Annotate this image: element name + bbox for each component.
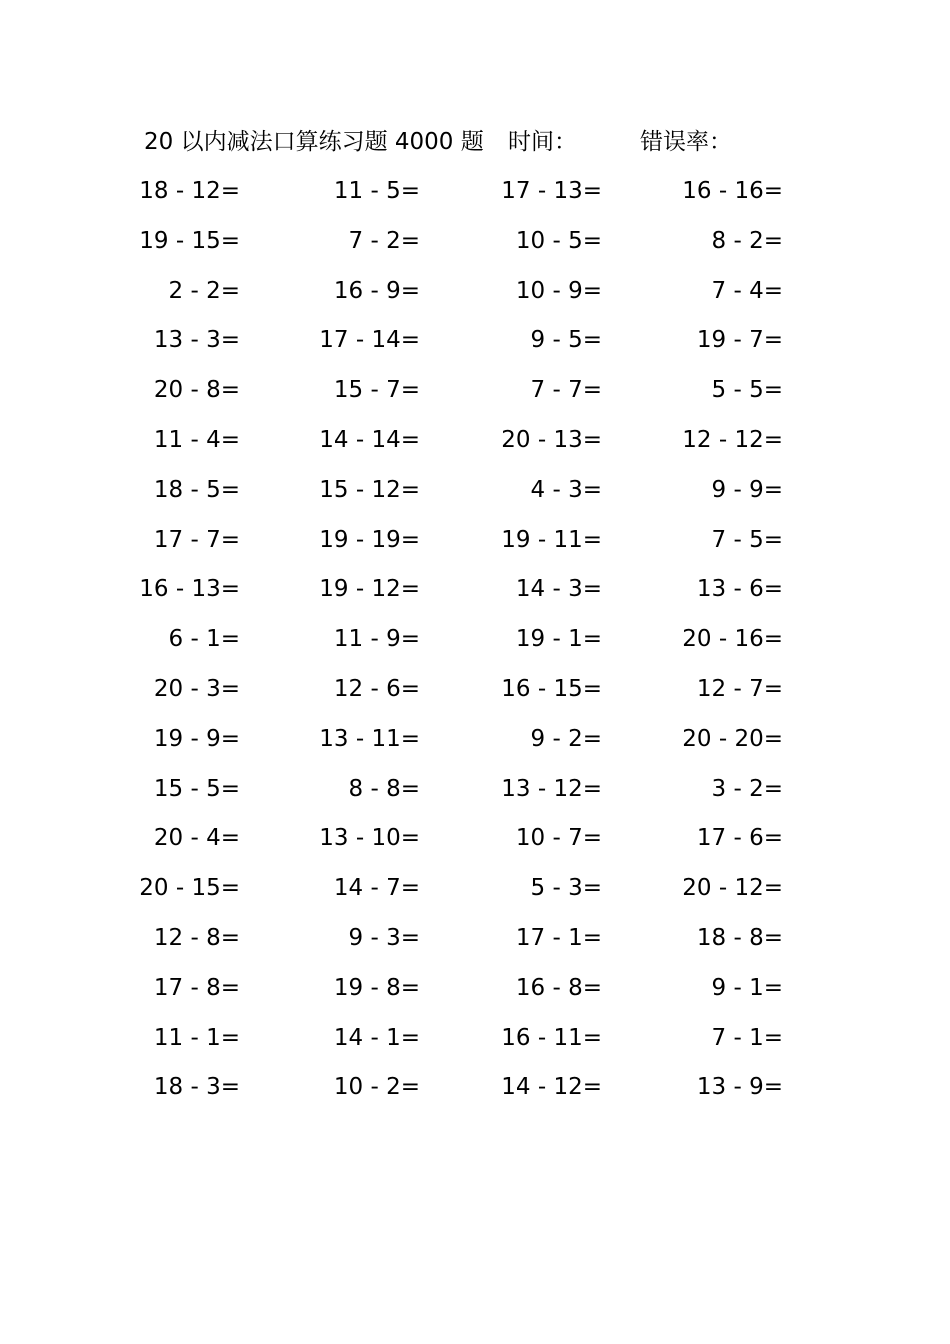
problem-item: 10 - 5= bbox=[515, 227, 602, 254]
problem-item: 19 - 15= bbox=[139, 227, 240, 254]
problem-item: 13 - 3= bbox=[153, 327, 240, 354]
problem-item: 10 - 7= bbox=[515, 825, 602, 852]
problem-item: 9 - 5= bbox=[530, 327, 602, 354]
problem-item: 18 - 8= bbox=[696, 924, 783, 951]
problem-item: 12 - 6= bbox=[333, 675, 420, 702]
problem-item: 12 - 7= bbox=[696, 675, 783, 702]
problem-item: 11 - 5= bbox=[333, 178, 420, 204]
problem-item: 10 - 9= bbox=[515, 277, 602, 304]
problem-row bbox=[0, 521, 950, 571]
problem-item: 17 - 8= bbox=[153, 974, 240, 1001]
problem-row bbox=[0, 969, 950, 1019]
problem-item: 16 - 15= bbox=[501, 675, 602, 702]
problem-item: 20 - 20= bbox=[682, 725, 783, 752]
problem-item: 13 - 10= bbox=[319, 825, 420, 852]
problem-row bbox=[0, 1019, 950, 1069]
problem-item: 15 - 12= bbox=[319, 476, 420, 503]
problem-row bbox=[0, 919, 950, 969]
problem-item: 17 - 1= bbox=[515, 924, 602, 951]
problem-item: 19 - 11= bbox=[501, 526, 602, 553]
problem-item: 11 - 9= bbox=[333, 626, 420, 653]
problem-item: 20 - 3= bbox=[153, 675, 240, 702]
problem-item: 6 - 1= bbox=[168, 626, 240, 653]
problem-item: 8 - 8= bbox=[348, 775, 420, 802]
problem-item: 19 - 12= bbox=[319, 576, 420, 603]
problem-item: 19 - 19= bbox=[319, 526, 420, 553]
problem-item: 16 - 11= bbox=[501, 1024, 602, 1051]
problem-item: 18 - 3= bbox=[153, 1074, 240, 1101]
problem-item: 12 - 8= bbox=[153, 924, 240, 951]
problem-item: 3 - 2= bbox=[711, 775, 783, 802]
problem-item: 13 - 6= bbox=[696, 576, 783, 603]
problem-item: 20 - 16= bbox=[682, 626, 783, 653]
problem-item: 17 - 7= bbox=[153, 526, 240, 553]
problem-row bbox=[0, 720, 950, 770]
problem-item: 7 - 2= bbox=[348, 227, 420, 254]
problem-row bbox=[0, 321, 950, 371]
problem-item: 12 - 12= bbox=[682, 426, 783, 453]
problem-row bbox=[0, 670, 950, 720]
problem-item: 17 - 13= bbox=[501, 178, 602, 204]
problem-item: 14 - 7= bbox=[333, 875, 420, 902]
problem-item: 16 - 16= bbox=[682, 178, 783, 204]
problem-item: 19 - 1= bbox=[515, 626, 602, 653]
problem-item: 17 - 6= bbox=[696, 825, 783, 852]
problem-item: 5 - 3= bbox=[530, 875, 602, 902]
problem-item: 15 - 5= bbox=[153, 775, 240, 802]
problem-item: 11 - 1= bbox=[153, 1024, 240, 1051]
problem-row bbox=[0, 272, 950, 322]
problem-item: 13 - 12= bbox=[501, 775, 602, 802]
problem-item: 14 - 3= bbox=[515, 576, 602, 603]
problem-row bbox=[0, 1068, 950, 1118]
problem-grid bbox=[0, 172, 950, 1118]
problem-item: 10 - 2= bbox=[333, 1074, 420, 1101]
problem-item: 19 - 8= bbox=[333, 974, 420, 1001]
problem-item: 14 - 12= bbox=[501, 1074, 602, 1101]
time-label: 时间： bbox=[508, 129, 577, 155]
problem-row bbox=[0, 570, 950, 620]
problem-item: 9 - 1= bbox=[711, 974, 783, 1001]
problem-item: 16 - 8= bbox=[515, 974, 602, 1001]
problem-item: 16 - 13= bbox=[139, 576, 240, 603]
problem-row bbox=[0, 869, 950, 919]
error-rate-label: 错误率： bbox=[640, 129, 732, 155]
problem-row bbox=[0, 471, 950, 521]
problem-item: 13 - 9= bbox=[696, 1074, 783, 1101]
problem-item: 15 - 7= bbox=[333, 377, 420, 404]
problem-item: 11 - 4= bbox=[153, 426, 240, 453]
problem-item: 19 - 9= bbox=[153, 725, 240, 752]
problem-item: 14 - 14= bbox=[319, 426, 420, 453]
problem-item: 18 - 12= bbox=[139, 178, 240, 204]
problem-row bbox=[0, 421, 950, 471]
problem-item: 8 - 2= bbox=[711, 227, 783, 254]
problem-item: 20 - 15= bbox=[139, 875, 240, 902]
problem-item: 16 - 9= bbox=[333, 277, 420, 304]
problem-item: 9 - 9= bbox=[711, 476, 783, 503]
problem-item: 13 - 11= bbox=[319, 725, 420, 752]
problem-item: 17 - 14= bbox=[319, 327, 420, 354]
problem-row bbox=[0, 819, 950, 869]
problem-row bbox=[0, 222, 950, 272]
problem-item: 5 - 5= bbox=[711, 377, 783, 404]
problem-item: 18 - 5= bbox=[153, 476, 240, 503]
problem-item: 7 - 4= bbox=[711, 277, 783, 304]
problem-item: 20 - 4= bbox=[153, 825, 240, 852]
problem-item: 7 - 7= bbox=[530, 377, 602, 404]
problem-item: 20 - 12= bbox=[682, 875, 783, 902]
problem-item: 7 - 5= bbox=[711, 526, 783, 553]
problem-item: 19 - 7= bbox=[696, 327, 783, 354]
problem-row bbox=[0, 371, 950, 421]
problem-item: 7 - 1= bbox=[711, 1024, 783, 1051]
problem-item: 9 - 3= bbox=[348, 924, 420, 951]
problem-item: 9 - 2= bbox=[530, 725, 602, 752]
problem-item: 4 - 3= bbox=[530, 476, 602, 503]
problem-item: 20 - 8= bbox=[153, 377, 240, 404]
problem-row bbox=[0, 172, 950, 222]
problem-item: 2 - 2= bbox=[168, 277, 240, 304]
problem-item: 14 - 1= bbox=[333, 1024, 420, 1051]
problem-row bbox=[0, 770, 950, 820]
problem-row bbox=[0, 620, 950, 670]
problem-item: 20 - 13= bbox=[501, 426, 602, 453]
worksheet-title: 20 以内减法口算练习题 4000 题 bbox=[144, 129, 484, 155]
